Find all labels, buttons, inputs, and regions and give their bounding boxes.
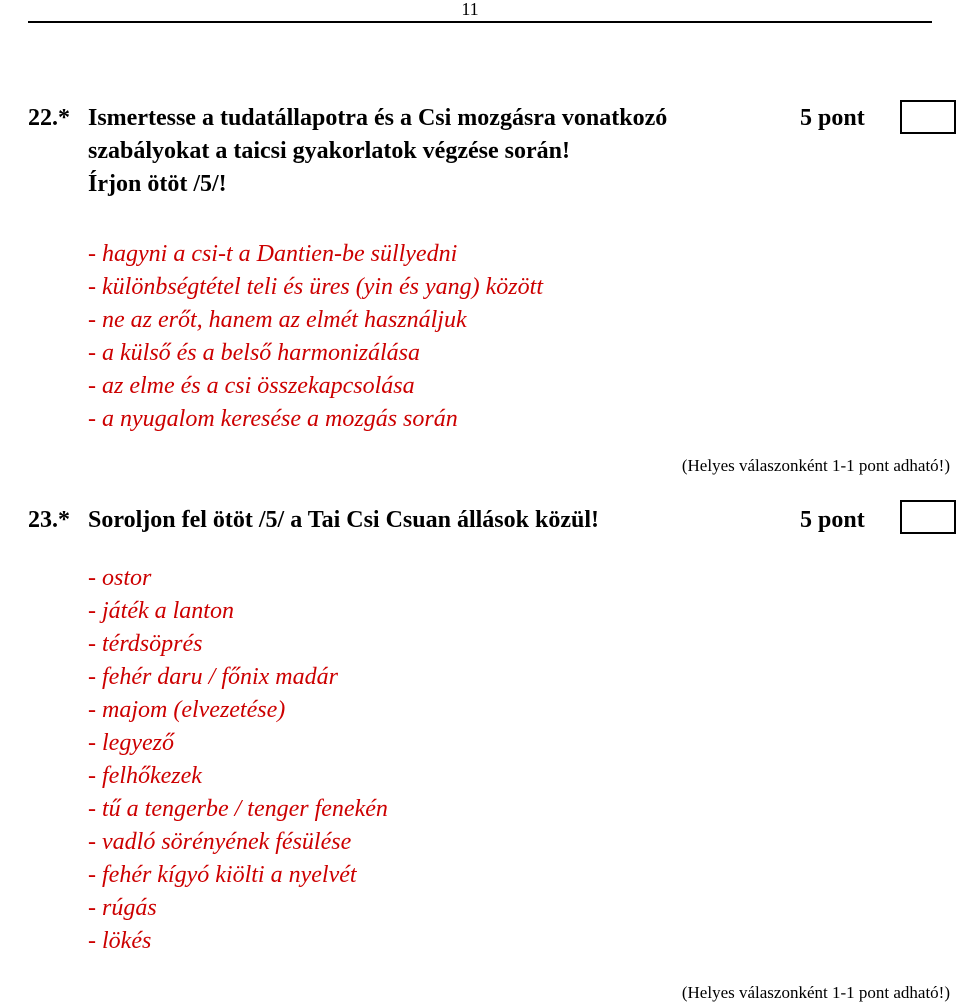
answer-item: - majom (elvezetése) bbox=[88, 697, 286, 723]
answer-item: - ostor bbox=[88, 565, 152, 591]
answer-item: - az elme és a csi összekapcsolása bbox=[88, 373, 415, 399]
question-points: 5 pont bbox=[800, 105, 865, 131]
question-title-line-2: szabályokat a taicsi gyakorlatok végzése során! bbox=[88, 138, 570, 164]
answer-item: - lökés bbox=[88, 928, 152, 954]
question-title-line-1: Ismertesse a tudatállapotra és a Csi mozgásra vonatkozó bbox=[88, 105, 668, 131]
answer-item: - felhőkezek bbox=[88, 763, 202, 789]
answer-item: - a külső és a belső harmonizálása bbox=[88, 340, 420, 366]
question-title-line-3: Írjon ötöt /5/! bbox=[88, 171, 227, 197]
header-rule bbox=[28, 21, 932, 23]
question-title-line-1: Soroljon fel ötöt /5/ a Tai Csi Csuan állások közül! bbox=[88, 507, 599, 533]
answer-item: - fehér daru / főnix madár bbox=[88, 664, 338, 690]
answer-list bbox=[88, 562, 388, 958]
question-number: 23.* bbox=[28, 507, 70, 533]
answer-item: - legyező bbox=[88, 730, 174, 756]
answer-item: - vadló sörényének fésülése bbox=[88, 829, 352, 855]
answer-item: - térdsöprés bbox=[88, 631, 203, 657]
question-number: 22.* bbox=[28, 105, 70, 131]
answer-item: - tű a tengerbe / tenger fenekén bbox=[88, 796, 388, 822]
answer-item: - játék a lanton bbox=[88, 598, 234, 624]
answer-item: - a nyugalom keresése a mozgás során bbox=[88, 406, 458, 432]
question-points: 5 pont bbox=[800, 507, 865, 533]
answer-item: - különbségtétel teli és üres (yin és yang) között bbox=[88, 274, 543, 300]
score-box[interactable] bbox=[900, 500, 956, 534]
answer-item: - hagyni a csi-t a Dantien-be süllyedni bbox=[88, 241, 458, 267]
answer-item: - rúgás bbox=[88, 895, 157, 921]
scoring-note: (Helyes válaszonként 1-1 pont adható!) bbox=[681, 456, 950, 475]
score-box[interactable] bbox=[900, 100, 956, 134]
scoring-note: (Helyes válaszonként 1-1 pont adható!) bbox=[681, 983, 950, 1002]
page-number: 11 bbox=[461, 0, 479, 19]
answer-item: - ne az erőt, hanem az elmét használjuk bbox=[88, 307, 467, 333]
answer-item: - fehér kígyó kiölti a nyelvét bbox=[88, 862, 357, 888]
answer-list bbox=[88, 238, 543, 436]
